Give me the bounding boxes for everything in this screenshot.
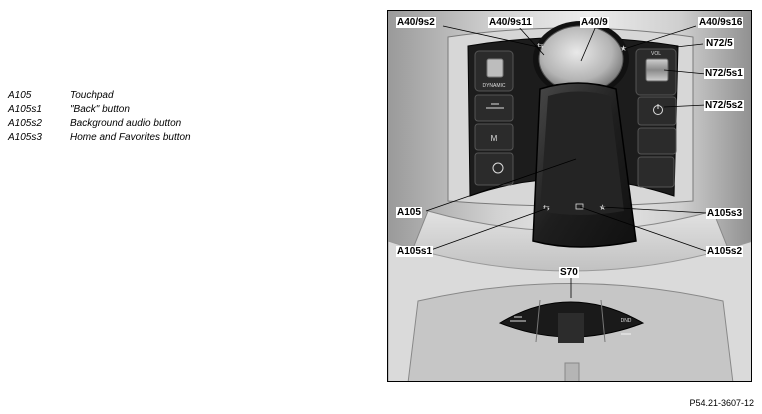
console-figure: [387, 10, 752, 382]
callout-a40-9s11: A40/9s11: [489, 17, 532, 28]
legend-row-a105s2: [8, 118, 338, 132]
callout-n72-5s1: N72/5s1: [705, 68, 743, 79]
legend-row-a105s3: [8, 132, 338, 146]
callout-s70: S70: [560, 267, 578, 278]
start-stop-button: [475, 153, 513, 185]
back-arrow-icon: ⇆: [537, 41, 544, 50]
callout-a40-9s2: A40/9s2: [397, 17, 435, 28]
legend-row-a105: [8, 90, 338, 104]
callout-a105s3: A105s3: [707, 208, 743, 219]
dynamic-select-switch: [487, 59, 503, 77]
callout-a105s2: A105s2: [707, 246, 743, 257]
touchpad-back-icon: ⇆: [543, 203, 550, 212]
s70-center-recess: [558, 313, 584, 343]
callout-a40-9: A40/9: [581, 17, 608, 28]
callout-n72-5: N72/5: [706, 38, 733, 49]
label-vol: VOL: [650, 51, 662, 57]
legend-code: A105s3: [8, 132, 42, 143]
comfort-button: [638, 128, 676, 154]
legend-desc: Home and Favorites button: [70, 132, 191, 143]
favorites-star-icon: ★: [620, 44, 628, 53]
callout-a105: A105: [397, 207, 421, 218]
power-button: [638, 97, 676, 125]
legend-code: A105: [8, 90, 32, 101]
touchpad-star-icon: ★: [599, 203, 607, 212]
legend-desc: Touchpad: [70, 90, 114, 101]
legend-code: A105s1: [8, 104, 42, 115]
legend: [8, 90, 338, 146]
s70-indicator: [621, 333, 631, 335]
lower-slot: [565, 363, 579, 382]
legend-row-a105s1: [8, 104, 338, 118]
console-illustration: [388, 11, 752, 382]
label-mode-m: M: [490, 134, 498, 143]
callout-a105s1: A105s1: [397, 246, 433, 257]
legend-desc: Background audio button: [70, 118, 182, 129]
controller-knob: [539, 26, 623, 92]
touchpad-surface: [540, 92, 624, 216]
legend-desc: "Back" button: [70, 104, 130, 115]
label-dnd: DND: [620, 318, 632, 324]
parking-button: [638, 157, 674, 187]
label-dynamic: DYNAMIC: [482, 83, 506, 89]
callout-n72-5s2: N72/5s2: [705, 100, 743, 111]
figure-id: P54.21-3607-12: [689, 398, 754, 408]
legend-code: A105s2: [8, 118, 42, 129]
callout-a40-9s16: A40/9s16: [699, 17, 743, 28]
